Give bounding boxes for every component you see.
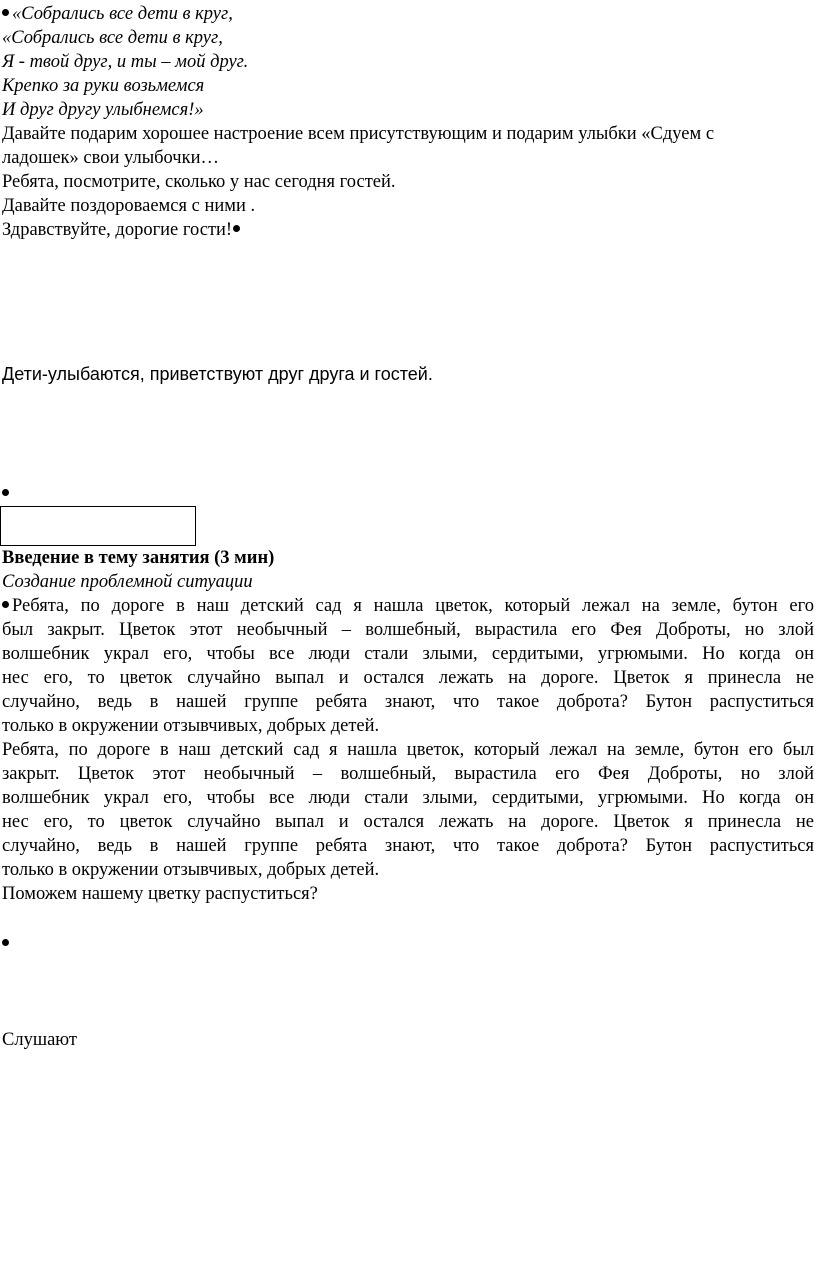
intro-line-2: ладошек» свои улыбочки… <box>2 148 219 168</box>
poem-line-4: Крепко за руки возьмемся <box>2 76 205 96</box>
section-title: Введение в тему занятия (3 мин) <box>2 548 275 568</box>
bullet-icon <box>2 939 9 946</box>
story1-line: был закрыт. Цветок этот необычный – волшебный, вырастила его Фея Доброты, но злой <box>2 620 814 640</box>
story2-line: только в окружении отзывчивых, добрых детей. <box>2 860 380 880</box>
intro-line-1: Давайте подарим хорошее настроение всем присутствующим и подарим улыбки «Сдуем с <box>2 124 715 144</box>
poem-line-1: «Собрались все дети в круг, <box>2 2 233 26</box>
intro-line-5: Здравствуйте, дорогие гости! <box>2 218 243 242</box>
bullet-marker <box>2 932 12 956</box>
story2-line: Ребята, по дороге в наш детский сад я нашла цветок, который лежал на земле, бутон его был <box>2 740 814 760</box>
story-paragraph-1 <box>2 594 814 738</box>
story-paragraph-2 <box>2 738 814 882</box>
story2-line: случайно, ведь в нашей группе ребята знают, что такое доброта? Бутон распуститься <box>2 836 814 856</box>
story2-line: волшебник украл его, чтобы все люди стали злыми, сердитыми, угрюмыми. Но когда он <box>2 788 814 808</box>
story1-line: волшебник украл его, чтобы все люди стали злыми, сердитыми, угрюмыми. Но когда он <box>2 644 814 664</box>
story2-line: закрыт. Цветок этот необычный – волшебный, вырастила его Фея Доброты, но злой <box>2 764 814 784</box>
bullet-marker <box>2 482 12 506</box>
empty-frame <box>0 506 196 546</box>
bullet-icon <box>2 9 9 16</box>
story1-line: только в окружении отзывчивых, добрых детей. <box>2 716 380 736</box>
story1-line: нес его, то цветок случайно выпал и остался лежать на дороге. Цветок я принесла не <box>2 668 814 688</box>
bullet-icon <box>2 601 9 608</box>
poem-line-3: Я - твой друг, и ты – мой друг. <box>2 52 249 72</box>
children-action: Дети-улыбаются, приветствуют друг друга и гостей. <box>2 364 433 384</box>
bullet-icon <box>2 489 9 496</box>
question: Поможем нашему цветку распуститься? <box>2 884 318 904</box>
poem-line-2: «Собрались все дети в круг, <box>2 28 223 48</box>
section-subtitle: Создание проблемной ситуации <box>2 572 253 592</box>
story2-line: нес его, то цветок случайно выпал и остался лежать на дороге. Цветок я принесла не <box>2 812 814 832</box>
intro-line-4: Давайте поздороваемся с ними . <box>2 196 256 216</box>
intro-line-3: Ребята, посмотрите, сколько у нас сегодня гостей. <box>2 172 396 192</box>
bullet-icon <box>233 225 240 232</box>
story1-line: Ребята, по дороге в наш детский сад я нашла цветок, который лежал на земле, бутон его <box>2 594 814 618</box>
story1-line: случайно, ведь в нашей группе ребята знают, что такое доброта? Бутон распуститься <box>2 692 814 712</box>
listening-note: Слушают <box>2 1030 77 1050</box>
poem-line-5: И друг другу улыбнемся!» <box>2 100 204 120</box>
